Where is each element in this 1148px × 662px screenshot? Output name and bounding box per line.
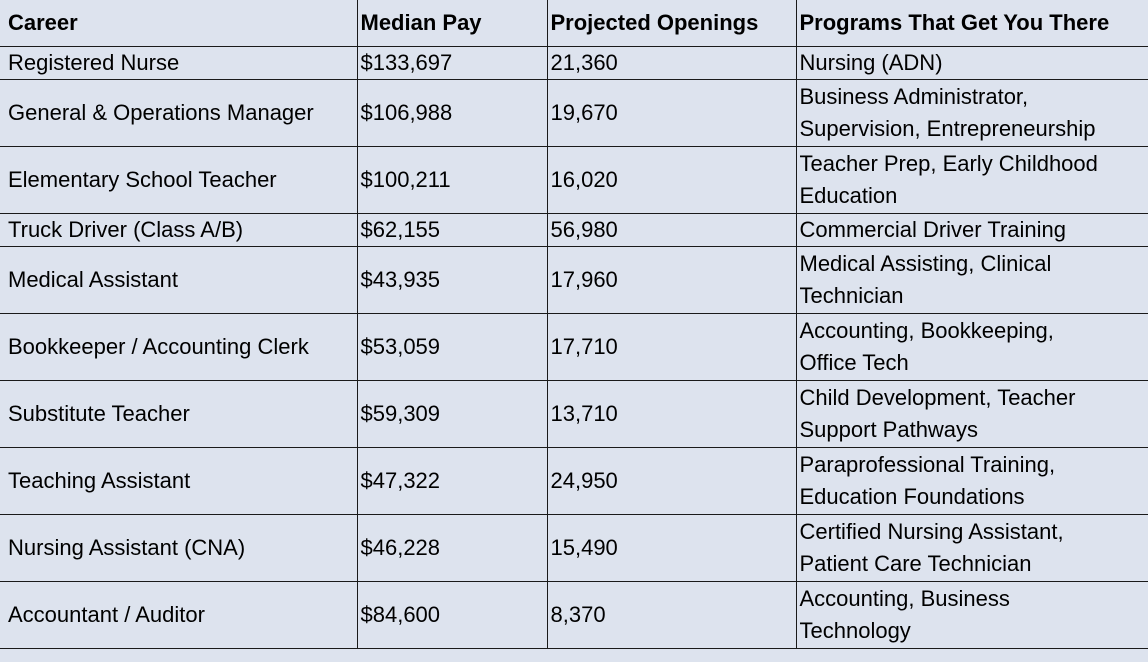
cell-median-pay: $84,600 (357, 582, 547, 649)
program-line: Business Administrator, (799, 84, 1029, 109)
cell-median-pay: $46,228 (357, 515, 547, 582)
program-line: Teacher Prep, Early Childhood (799, 151, 1098, 176)
cell-career: Teaching Assistant (0, 448, 357, 515)
table-row (0, 147, 1148, 214)
program-line: Commercial Driver Training (799, 217, 1067, 242)
cell-median-pay: $53,059 (357, 314, 547, 381)
table-row (0, 448, 1148, 515)
cell-career: Elementary School Teacher (0, 147, 357, 214)
cell-career: Truck Driver (Class A/B) (0, 214, 357, 247)
cell-projected-openings: 21,360 (547, 47, 796, 80)
cell-projected-openings: 19,670 (547, 80, 796, 147)
cell-programs (796, 214, 1148, 247)
program-line: Technology (799, 618, 911, 643)
header-projected-openings: Projected Openings (547, 0, 796, 47)
cell-career: Registered Nurse (0, 47, 357, 80)
table-row (0, 247, 1148, 314)
cell-projected-openings: 56,980 (547, 214, 796, 247)
cell-median-pay: $133,697 (357, 47, 547, 80)
cell-median-pay: $62,155 (357, 214, 547, 247)
table-row (0, 582, 1148, 649)
program-line: Accounting, Business (799, 586, 1010, 611)
cell-career: Substitute Teacher (0, 381, 357, 448)
cell-programs (796, 247, 1148, 314)
cell-median-pay: $43,935 (357, 247, 547, 314)
header-median-pay: Median Pay (357, 0, 547, 47)
program-line: Technician (799, 283, 904, 308)
cell-programs (796, 314, 1148, 381)
cell-projected-openings: 16,020 (547, 147, 796, 214)
program-line: Nursing (ADN) (799, 50, 943, 75)
header-programs: Programs That Get You There (796, 0, 1148, 47)
cell-programs (796, 448, 1148, 515)
cell-programs (796, 147, 1148, 214)
program-line: Education Foundations (799, 484, 1025, 509)
table-row (0, 314, 1148, 381)
program-line: Paraprofessional Training, (799, 452, 1056, 477)
cell-programs (796, 80, 1148, 147)
program-line: Certified Nursing Assistant, (799, 519, 1064, 544)
cell-programs (796, 582, 1148, 649)
header-career: Career (0, 0, 357, 47)
cell-programs (796, 47, 1148, 80)
cell-projected-openings: 13,710 (547, 381, 796, 448)
cell-career: Nursing Assistant (CNA) (0, 515, 357, 582)
program-line: Patient Care Technician (799, 551, 1032, 576)
cell-projected-openings: 24,950 (547, 448, 796, 515)
table-row (0, 214, 1148, 247)
cell-projected-openings: 15,490 (547, 515, 796, 582)
cell-median-pay: $100,211 (357, 147, 547, 214)
cell-career: Medical Assistant (0, 247, 357, 314)
program-line: Support Pathways (799, 417, 979, 442)
cell-median-pay: $106,988 (357, 80, 547, 147)
program-line: Medical Assisting, Clinical (799, 251, 1052, 276)
cell-career: Bookkeeper / Accounting Clerk (0, 314, 357, 381)
cell-programs (796, 515, 1148, 582)
cell-projected-openings: 17,710 (547, 314, 796, 381)
table-row (0, 47, 1148, 80)
cell-projected-openings: 17,960 (547, 247, 796, 314)
cell-career: General & Operations Manager (0, 80, 357, 147)
cell-career: Accountant / Auditor (0, 582, 357, 649)
cell-median-pay: $47,322 (357, 448, 547, 515)
program-line: Child Development, Teacher (799, 385, 1076, 410)
cell-median-pay: $59,309 (357, 381, 547, 448)
program-line: Accounting, Bookkeeping, (799, 318, 1054, 343)
program-line: Education (799, 183, 898, 208)
table-row (0, 515, 1148, 582)
table-row (0, 381, 1148, 448)
header-row (0, 0, 1148, 47)
cell-projected-openings: 8,370 (547, 582, 796, 649)
program-line: Supervision, Entrepreneurship (799, 116, 1096, 141)
table-row (0, 80, 1148, 147)
cell-programs (796, 381, 1148, 448)
program-line: Office Tech (799, 350, 909, 375)
